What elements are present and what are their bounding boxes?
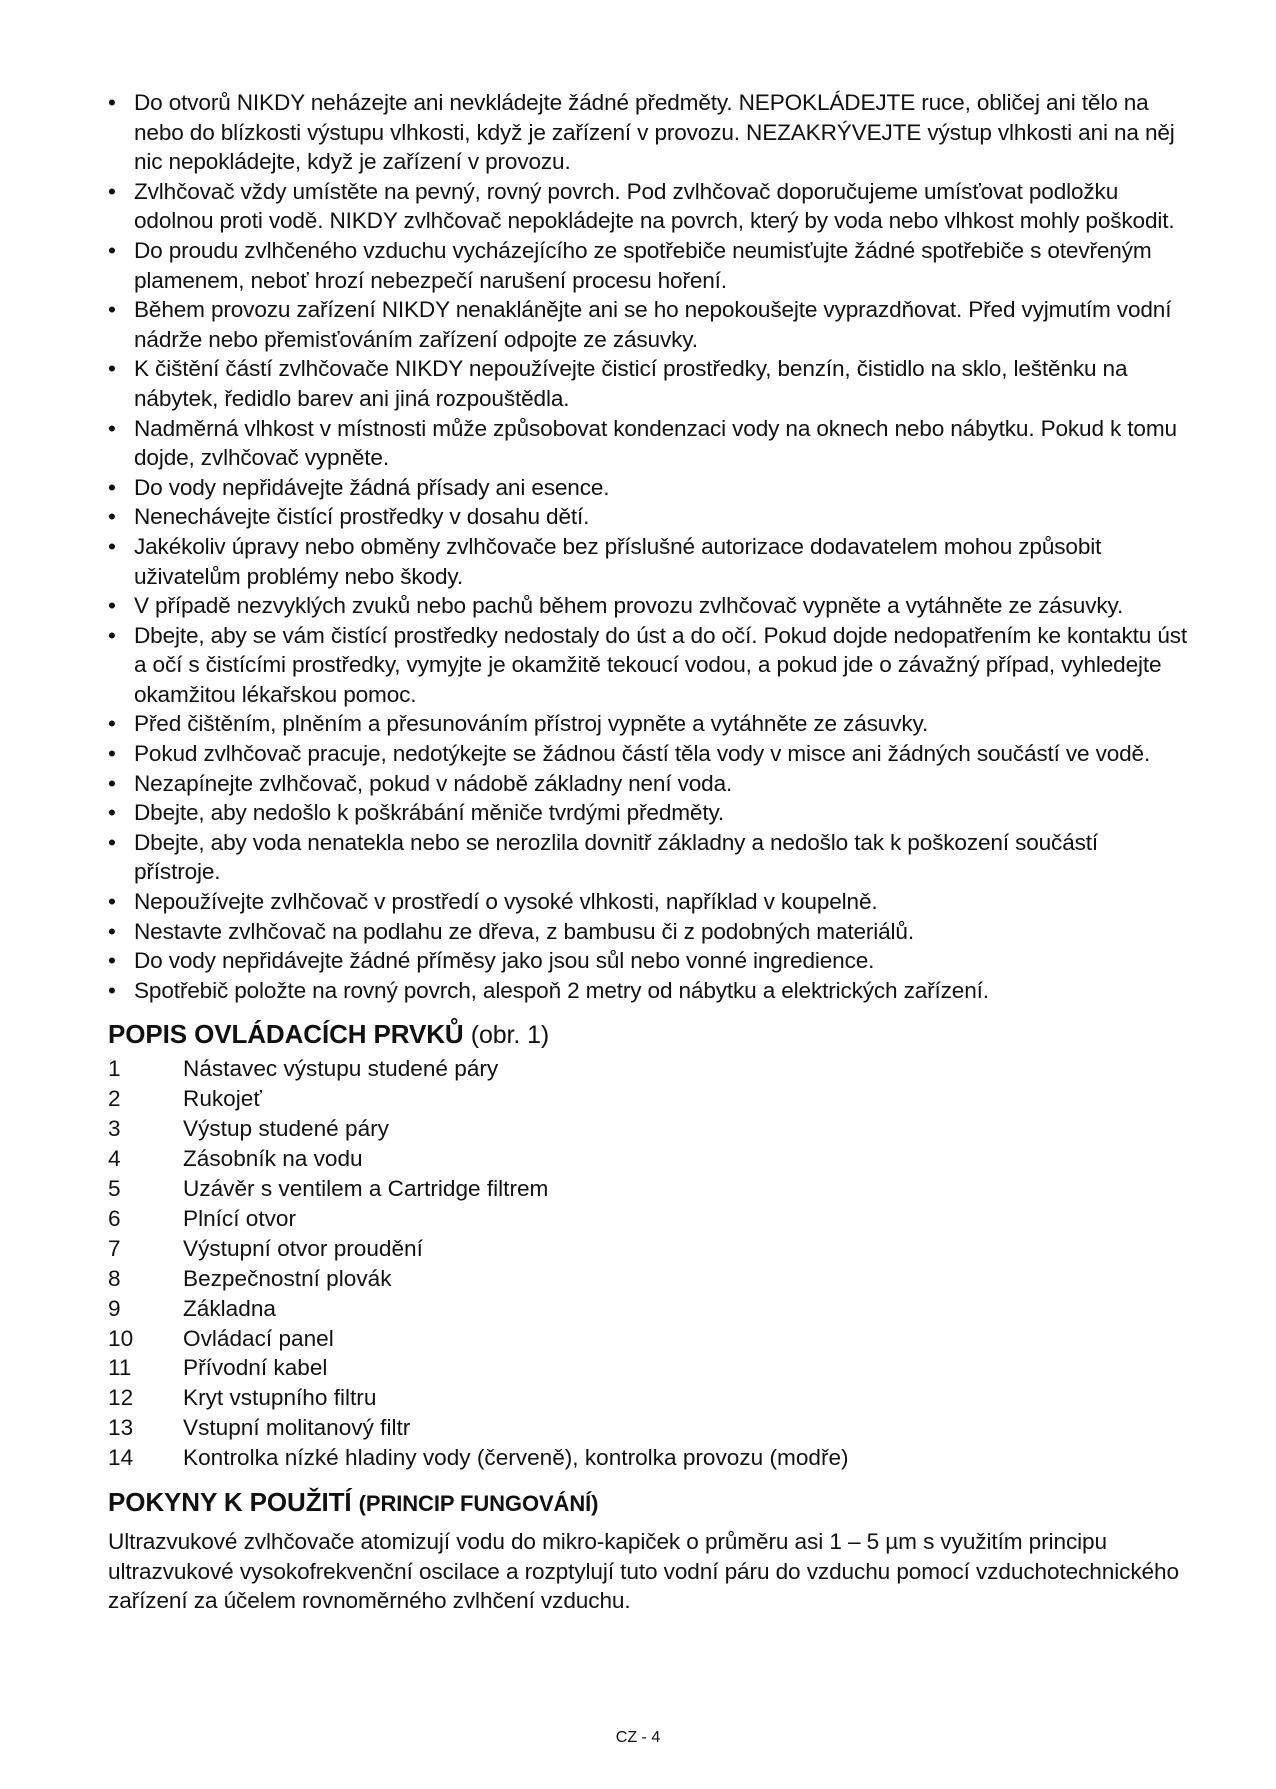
- safety-bullet-item: [108, 769, 1188, 799]
- bullet-icon: •: [108, 800, 116, 826]
- safety-bullet-text: K čištění částí zvlhčovače NIKDY nepoužívejte čisticí prostředky, benzín, čistidlo na sklo, leštěnku na nábytek, ředidlo barev ani jiná rozpouštědla.: [134, 356, 1128, 411]
- bullet-icon: •: [108, 474, 116, 500]
- safety-bullet-text: Dbejte, aby nedošlo k poškrábání měniče tvrdými předměty.: [134, 800, 725, 826]
- bullet-icon: •: [108, 415, 116, 441]
- safety-bullet-text: Nezapínejte zvlhčovač, pokud v nádobě základny není voda.: [134, 770, 733, 796]
- bullet-icon: •: [108, 829, 116, 855]
- page-number: CZ - 4: [615, 1729, 661, 1746]
- safety-bullet-item: [108, 828, 1188, 887]
- control-part-label: Plnící otvor: [183, 1205, 297, 1231]
- safety-bullet-item: [108, 887, 1188, 917]
- control-part-number: 8: [108, 1265, 121, 1291]
- safety-bullet-text: Nepoužívejte zvlhčovač v prostředí o vysoké vlhkosti, například v koupelně.: [134, 889, 878, 915]
- control-part-label: Uzávěr s ventilem a Cartridge filtrem: [183, 1176, 549, 1202]
- safety-bullet-text: Nestavte zvlhčovač na podlahu ze dřeva, z bambusu či z podobných materiálů.: [134, 918, 914, 944]
- safety-bullet-text: Do vody nepřidávejte žádné příměsy jako jsou sůl nebo vonné ingredience.: [134, 948, 875, 974]
- safety-bullet-text: Před čištěním, plněním a přesunováním přístroj vypněte a vytáhněte ze zásuvky.: [134, 711, 929, 737]
- control-part-label: Rukojeť: [183, 1086, 262, 1112]
- control-part-label: Kryt vstupního filtru: [183, 1385, 377, 1411]
- bullet-icon: •: [108, 711, 116, 737]
- bullet-icon: •: [108, 178, 116, 204]
- controls-heading-title: POPIS OVLÁDACÍCH PRVKŮ: [108, 1019, 464, 1050]
- controls-heading-note: (obr. 1): [470, 1021, 550, 1050]
- bullet-icon: •: [108, 948, 116, 974]
- control-part-item: [108, 1234, 1188, 1264]
- control-part-item: [108, 1084, 1188, 1114]
- control-part-number: 7: [108, 1235, 121, 1261]
- control-part-number: 11: [108, 1355, 132, 1381]
- usage-heading: [108, 1485, 1188, 1521]
- safety-bullet-text: Jakékoliv úpravy nebo obměny zvlhčovače bez příslušné autorizace dodavatelem mohou způsobit uživatelům problémy nebo škody.: [134, 533, 1102, 589]
- bullet-icon: •: [108, 297, 116, 323]
- control-part-item: [108, 1413, 1188, 1443]
- control-part-item: [108, 1204, 1188, 1234]
- bullet-icon: •: [108, 356, 116, 382]
- safety-bullet-item: [108, 295, 1188, 354]
- bullet-icon: •: [108, 533, 116, 559]
- bullet-icon: •: [108, 622, 116, 648]
- bullet-icon: •: [108, 889, 116, 915]
- safety-bullet-text: Do vody nepřidávejte žádná přísady ani esence.: [134, 474, 610, 500]
- control-part-number: 10: [108, 1325, 134, 1351]
- control-part-number: 12: [108, 1385, 134, 1411]
- control-part-label: Bezpečnostní plovák: [183, 1265, 392, 1291]
- safety-bullet-text: Do proudu zvlhčeného vzduchu vycházejícího ze spotřebiče neumisťujte žádné spotřebiče s otevřeným plamenem, neboť hrozí nebezpečí narušení procesu hoření.: [134, 237, 1152, 293]
- safety-bullet-item: [108, 88, 1188, 177]
- control-part-label: Výstup studené páry: [183, 1116, 389, 1142]
- safety-bullet-item: [108, 236, 1188, 295]
- safety-bullet-item: [108, 354, 1188, 413]
- safety-bullet-item: [108, 709, 1188, 739]
- bullet-icon: •: [108, 977, 116, 1003]
- manual-page: [108, 88, 1188, 1638]
- safety-bullet-item: [108, 976, 1188, 1006]
- bullet-icon: •: [108, 593, 116, 619]
- control-part-label: Kontrolka nízké hladiny vody (červeně), kontrolka provozu (modře): [183, 1445, 849, 1471]
- bullet-icon: •: [108, 741, 116, 767]
- control-part-item: [108, 1353, 1188, 1383]
- safety-bullet-item: [108, 798, 1188, 828]
- safety-bullet-item: [108, 473, 1188, 503]
- safety-bullet-item: [108, 414, 1188, 473]
- control-part-number: 3: [108, 1116, 121, 1142]
- control-part-label: Ovládací panel: [183, 1325, 334, 1351]
- safety-bullet-item: [108, 917, 1188, 947]
- safety-bullet-text: Nenechávejte čistící prostředky v dosahu dětí.: [134, 504, 590, 530]
- usage-heading-title: POKYNY K POUŽITÍ: [108, 1487, 352, 1518]
- bullet-icon: •: [108, 770, 116, 796]
- control-part-item: [108, 1324, 1188, 1354]
- safety-bullet-text: Spotřebič položte na rovný povrch, alespoň 2 metry od nábytku a elektrických zařízení.: [134, 977, 989, 1003]
- safety-bullet-text: Během provozu zařízení NIKDY nenaklánějte ani se ho nepokoušejte vyprazdňovat. Před vyjmutím vodní nádrže nebo přemisťováním zařízení odpojte ze zásuvky.: [134, 297, 1172, 352]
- safety-bullet-item: [108, 946, 1188, 976]
- controls-numbered-list: [108, 1054, 1188, 1473]
- control-part-item: [108, 1114, 1188, 1144]
- control-part-item: [108, 1294, 1188, 1324]
- control-part-number: 4: [108, 1146, 121, 1172]
- safety-bullet-text: Dbejte, aby voda nenatekla nebo se nerozlila dovnitř základny a nedošlo tak k poškození součástí přístroje.: [134, 829, 1099, 885]
- usage-heading-note: (PRINCIP FUNGOVÁNÍ): [358, 1491, 599, 1517]
- control-part-label: Nástavec výstupu studené páry: [183, 1056, 499, 1082]
- bullet-icon: •: [108, 90, 116, 115]
- safety-bullet-item: [108, 177, 1188, 236]
- safety-bullet-text: Zvlhčovač vždy umístěte na pevný, rovný povrch. Pod zvlhčovač doporučujeme umísťovat podložku odolnou proti vodě. NIKDY zvlhčovač nepokládejte na povrch, který by voda nebo vlhkost mohly poškodit.: [134, 178, 1175, 234]
- control-part-item: [108, 1144, 1188, 1174]
- control-part-number: 13: [108, 1415, 134, 1441]
- usage-paragraph: Ultrazvukové zvlhčovače atomizují vodu do mikro-kapiček o průměru asi 1 – 5 µm s využitím principu ultrazvukové vysokofrekvenční oscilace a rozptylují tuto vodní páru do vzduchu pomocí vzduchotechnického zařízení za účelem rovnoměrného zvlhčení vzduchu.: [108, 1529, 1179, 1614]
- controls-heading: [108, 1017, 1188, 1052]
- safety-bullet-item: [108, 532, 1188, 591]
- control-part-number: 2: [108, 1086, 121, 1112]
- safety-bullet-item: [108, 502, 1188, 532]
- safety-bullet-item: [108, 621, 1188, 710]
- control-part-number: 6: [108, 1205, 121, 1231]
- control-part-label: Zásobník na vodu: [183, 1146, 363, 1172]
- safety-bullet-text: V případě nezvyklých zvuků nebo pachů během provozu zvlhčovač vypněte a vytáhněte ze zásuvky.: [134, 593, 1124, 619]
- control-part-label: Základna: [183, 1295, 276, 1321]
- control-part-label: Vstupní molitanový filtr: [183, 1415, 411, 1441]
- control-part-item: [108, 1383, 1188, 1413]
- safety-bullet-item: [108, 739, 1188, 769]
- control-part-label: Přívodní kabel: [183, 1355, 328, 1381]
- bullet-icon: •: [108, 504, 116, 530]
- control-part-item: [108, 1264, 1188, 1294]
- control-part-item: [108, 1443, 1188, 1473]
- safety-bullet-text: Dbejte, aby se vám čistící prostředky nedostaly do úst a do očí. Pokud dojde nedopatřením ke kontaktu úst a očí s čistícími prostředky, vymyjte je okamžitě tekoucí vodou, a pokud jde o závažný případ, vyhledejte okamžitou lékařskou pomoc.: [134, 622, 1188, 707]
- safety-bullet-item: [108, 591, 1188, 621]
- control-part-number: 14: [108, 1445, 134, 1471]
- bullet-icon: •: [108, 918, 116, 944]
- control-part-number: 9: [108, 1295, 121, 1321]
- safety-bullet-list: [108, 88, 1188, 1005]
- safety-bullet-text: Nadměrná vlhkost v místnosti může způsobovat kondenzaci vody na oknech nebo nábytku. Pokud k tomu dojde, zvlhčovač vypněte.: [134, 415, 1177, 471]
- control-part-label: Výstupní otvor proudění: [183, 1235, 423, 1261]
- control-part-number: 5: [108, 1176, 121, 1202]
- control-part-number: 1: [108, 1056, 121, 1082]
- safety-bullet-text: Do otvorů NIKDY neházejte ani nevkládejte žádné předměty. NEPOKLÁDEJTE ruce, obličej ani tělo na nebo do blízkosti výstupu vlhkosti, když je zařízení v provozu. NEZAKRÝVEJTE výstup vlhkosti ani na něj nic nepokládejte, když je zařízení v provozu.: [134, 90, 1175, 175]
- bullet-icon: •: [108, 237, 116, 263]
- control-part-item: [108, 1174, 1188, 1204]
- safety-bullet-text: Pokud zvlhčovač pracuje, nedotýkejte se žádnou částí těla vody v misce ani žádných součástí ve vodě.: [134, 741, 1151, 767]
- control-part-item: [108, 1054, 1188, 1084]
